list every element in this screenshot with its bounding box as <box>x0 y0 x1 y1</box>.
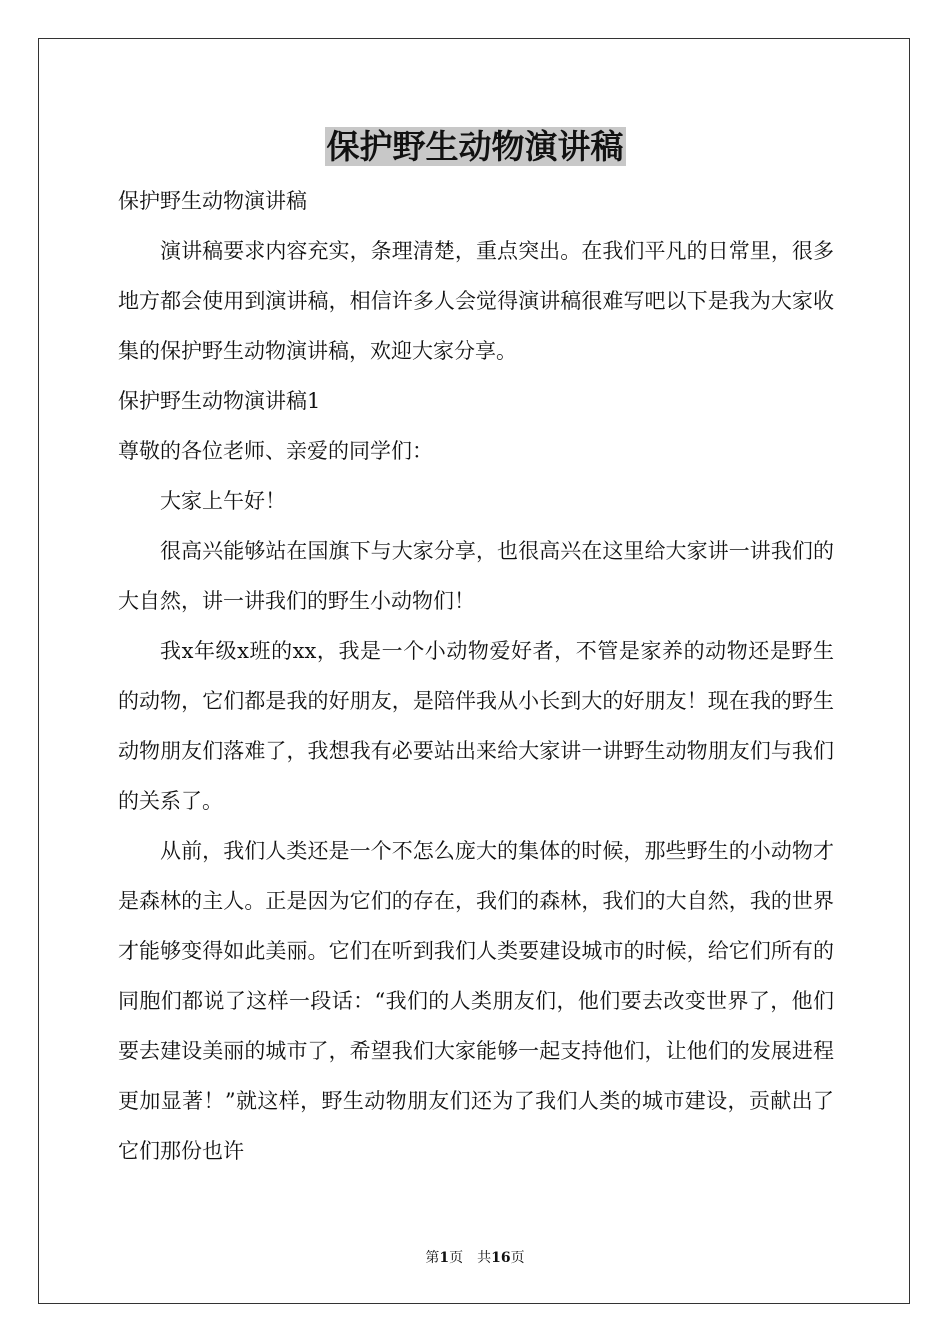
total-prefix: 共 <box>477 1250 492 1266</box>
body-paragraph: 从前，我们人类还是一个不怎么庞大的集体的时候，那些野生的小动物才是森林的主人。正是因为它们的存在，我们的森林，我们的大自然，我的世界才能够变得如此美丽。它们在听到我们人类要建设城市的时候，给它们所有的同胞们都说了这样一段话：“我们的人类朋友们，他们要去改变世界了，他们要去建设美丽的城市了，希望我们大家能够一起支持他们，让他们的发展进程更加显著！”就这样，野生动物朋友们还为了我们人类的城市建设，贡献出了它们那份也许 <box>118 839 834 1163</box>
page-total: 16 <box>491 1250 511 1266</box>
total-suffix: 页 <box>510 1250 525 1266</box>
section-heading: 保护野生动物演讲稿1 <box>118 389 321 413</box>
document-title-text: 保护野生动物演讲稿 <box>326 127 624 166</box>
page-prefix: 第 <box>425 1250 440 1266</box>
intro-paragraph: 演讲稿要求内容充实，条理清楚，重点突出。在我们平凡的日常里，很多地方都会使用到演讲稿，相信许多人会觉得演讲稿很难写吧以下是我为大家收集的保护野生动物演讲稿，欢迎大家分享。 <box>118 239 834 363</box>
document-body <box>118 176 834 1176</box>
page-suffix: 页 <box>449 1250 464 1266</box>
document-title <box>0 124 950 170</box>
page-footer <box>0 1248 950 1268</box>
salutation-paragraph: 尊敬的各位老师、亲爱的同学们： <box>118 439 433 463</box>
greeting-paragraph: 大家上午好！ <box>160 489 286 513</box>
body-paragraph: 很高兴能够站在国旗下与大家分享，也很高兴在这里给大家讲一讲我们的大自然，讲一讲我们的野生小动物们！ <box>118 539 834 613</box>
subtitle-paragraph: 保护野生动物演讲稿 <box>118 189 307 213</box>
page-current: 1 <box>439 1250 450 1266</box>
body-paragraph: 我x年级x班的xx，我是一个小动物爱好者，不管是家养的动物还是野生的动物，它们都是我的好朋友，是陪伴我从小长到大的好朋友！现在我的野生动物朋友们落难了，我想我有必要站出来给大家讲一讲野生动物朋友们与我们的关系了。 <box>118 639 834 813</box>
